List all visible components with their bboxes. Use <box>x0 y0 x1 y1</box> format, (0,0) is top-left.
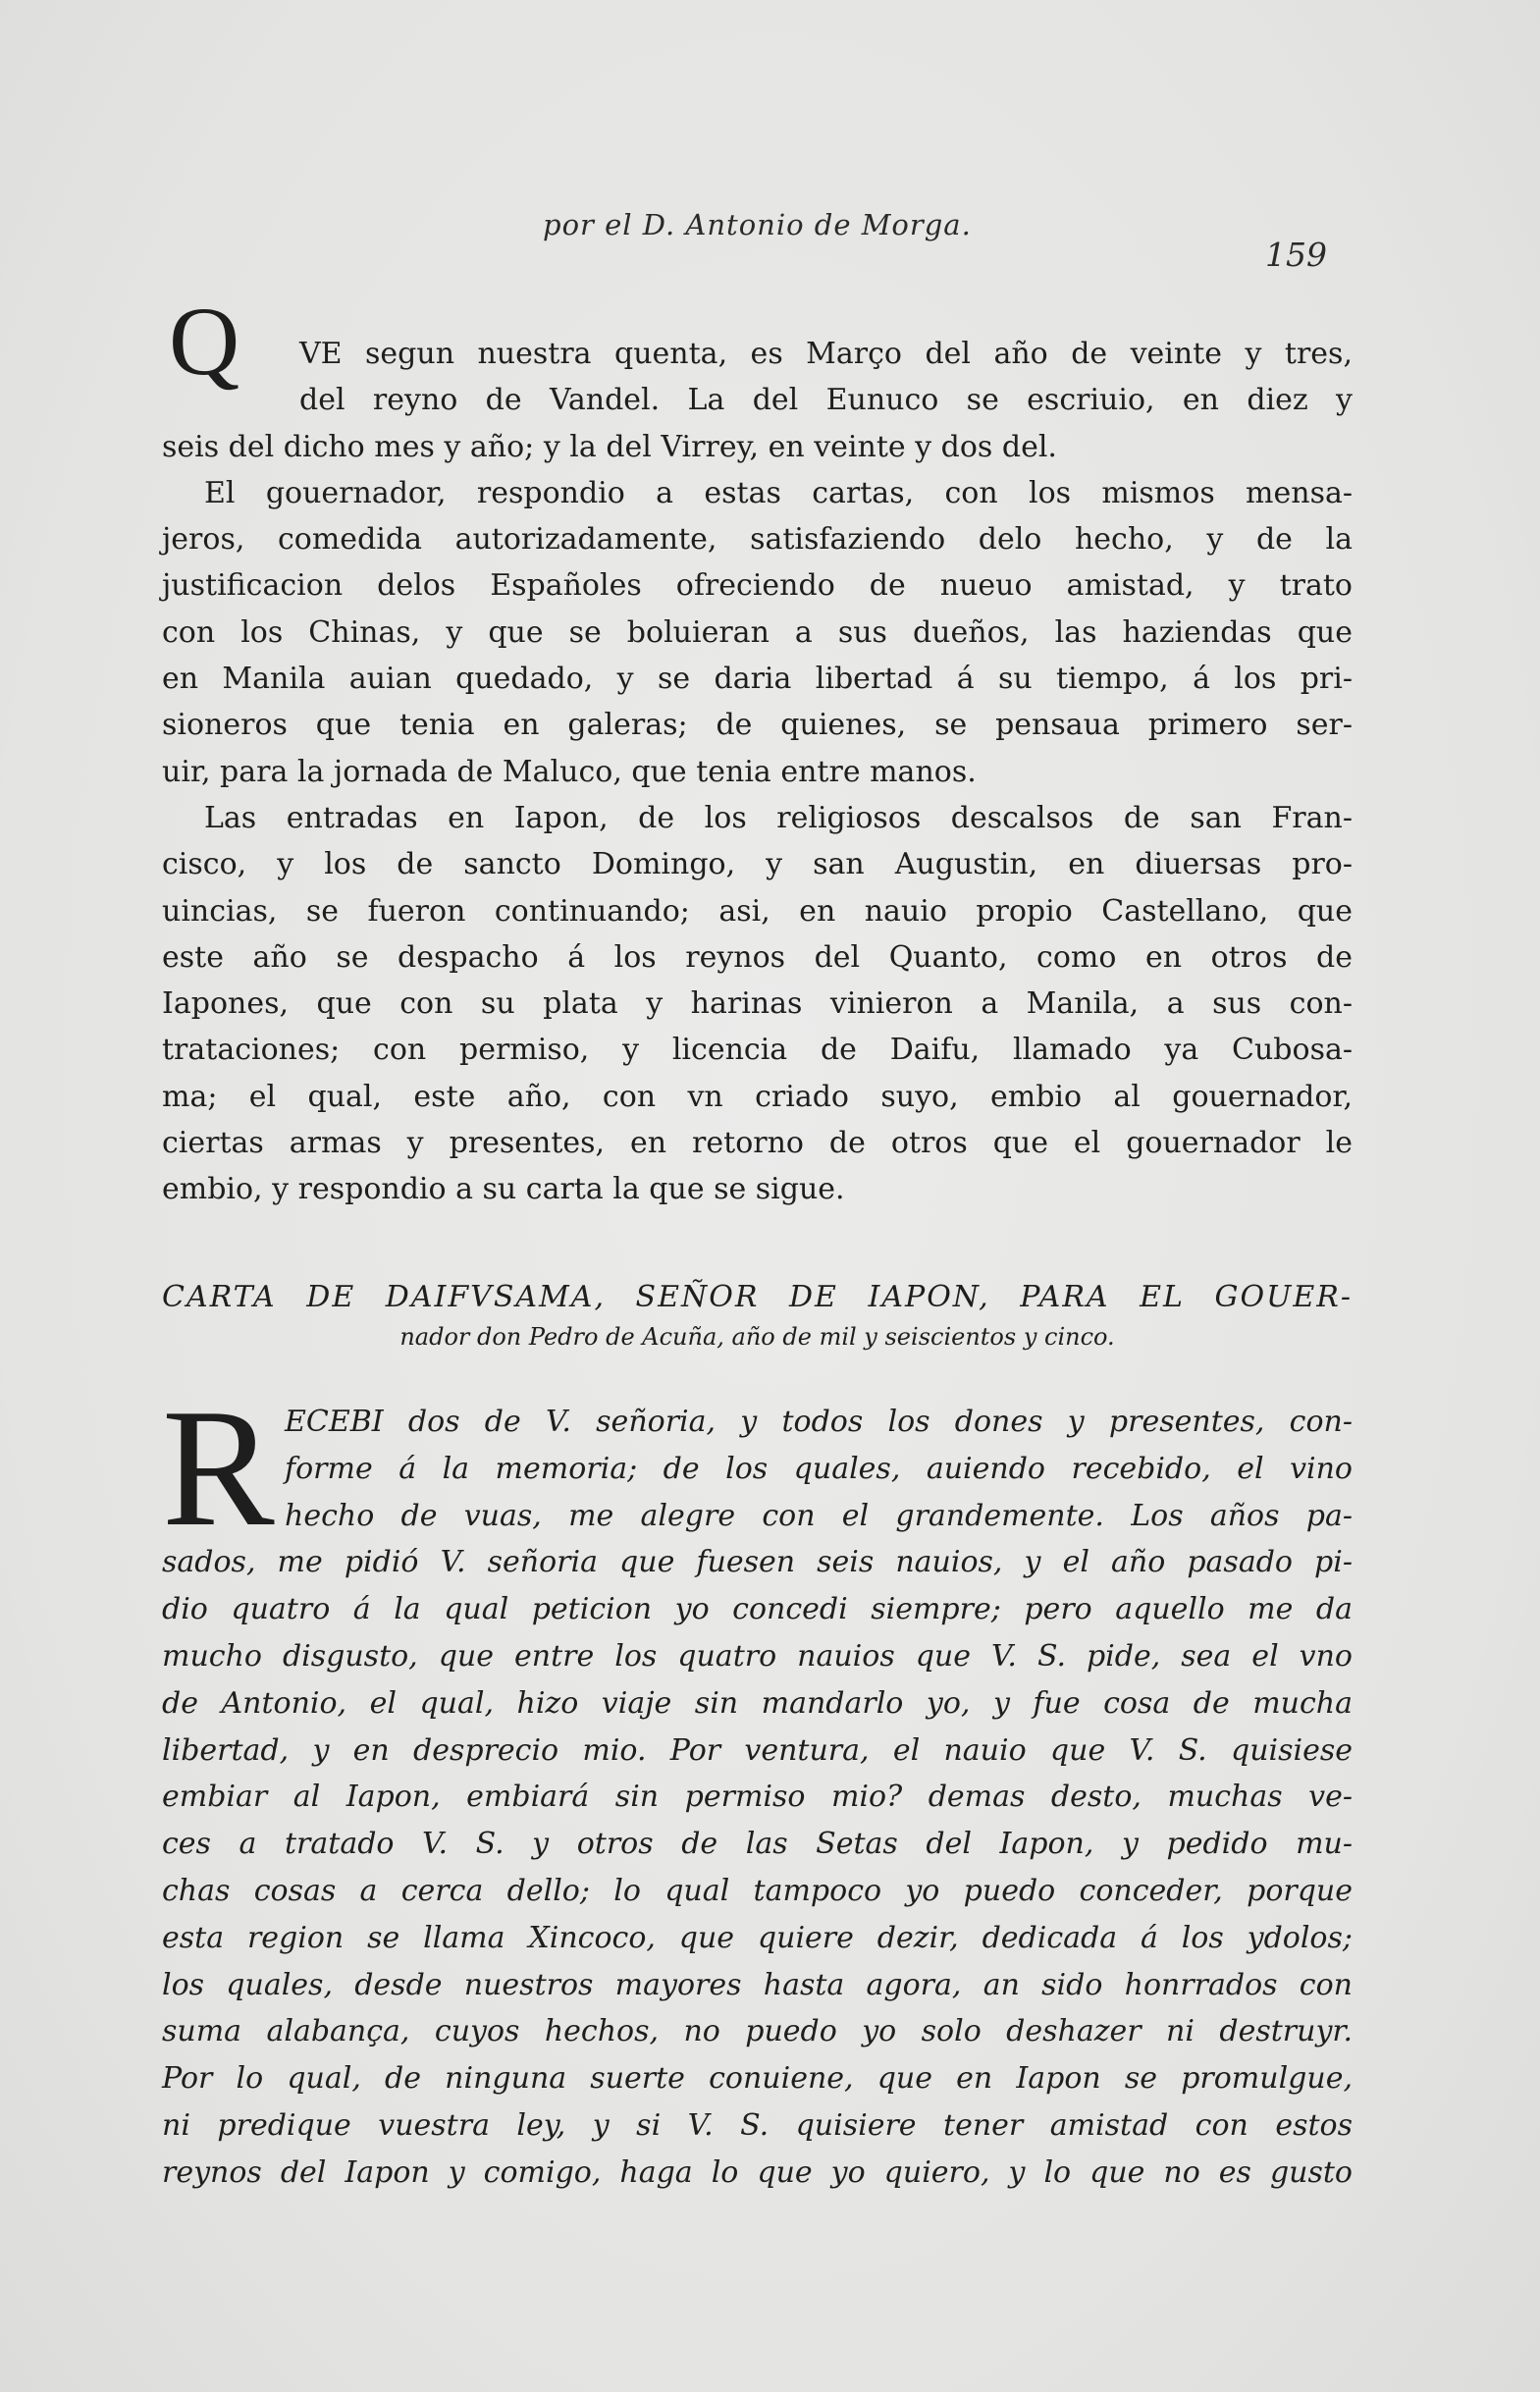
text-line: con los Chinas, y que se boluieran a sus dueños, las haziendas que <box>162 614 1353 650</box>
text-line: embio, y respondio a su carta la que se sigue. <box>162 1172 845 1207</box>
text-line: Por lo qual, de ninguna suerte conuiene, que en Iapon se promulgue, <box>162 2061 1353 2097</box>
text-line: ciertas armas y presentes, en retorno de otros que el gouernador le <box>162 1126 1353 1161</box>
running-head: por el D. Antonio de Morga. <box>543 208 972 241</box>
letter-heading <box>162 1276 1353 1355</box>
section1-paragraph <box>162 331 1353 1213</box>
text-line: mucho disgusto, que entre los quatro nauios que V. S. pide, sea el vno <box>162 1638 1353 1674</box>
text-line: forme á la memoria; de los quales, auiendo recebido, el vino <box>285 1451 1353 1486</box>
text-line: Las entradas en Iapon, de los religiosos descalsos de san Fran- <box>204 800 1353 835</box>
text-line: chas cosas a cerca dello; lo qual tampoco yo puedo conceder, porque <box>162 1873 1353 1908</box>
page-number: 159 <box>1265 236 1327 274</box>
text-line: trataciones; con permiso, y licencia de Daifu, llamado ya Cubosa- <box>162 1033 1353 1068</box>
text-line: sioneros que tenia en galeras; de quienes, se pensaua primero ser- <box>162 708 1353 743</box>
text-line: este año se despacho á los reynos del Quanto, como en otros de <box>162 939 1353 975</box>
text-line: cisco, y los de sancto Domingo, y san Augustin, en diuersas pro- <box>162 847 1353 882</box>
text-line: seis del dicho mes y año; y la del Virrey, en veinte y dos del. <box>162 429 1057 464</box>
text-line: en Manila auian quedado, y se daria libertad á su tiempo, á los pri- <box>162 662 1353 697</box>
text-line: ces a tratado V. S. y otros de las Setas del Iapon, y pedido mu- <box>162 1827 1353 1862</box>
text-line: libertad, y en desprecio mio. Por ventura, el nauio que V. S. quisiese <box>162 1732 1353 1768</box>
text-line: sados, me pidió V. señoria que fuesen seis nauios, y el año pasado pi- <box>162 1545 1353 1580</box>
letter-heading-subtitle: nador don Pedro de Acuña, año de mil y seiscientos y cinco. <box>399 1323 1115 1351</box>
text-line: embiar al Iapon, embiará sin permiso mio? demas desto, muchas ve- <box>162 1780 1353 1815</box>
text-line: ma; el qual, este año, con vn criado suyo, embio al gouernador, <box>162 1079 1353 1114</box>
drop-cap-r: R <box>162 1375 275 1562</box>
text-line: uir, para la jornada de Maluco, que tenia entre manos. <box>162 754 977 789</box>
text-line: Iapones, que con su plata y harinas vinieron a Manila, a sus con- <box>162 986 1353 1022</box>
text-line: jeros, comedida autorizadamente, satisfaziendo delo hecho, y de la <box>162 522 1353 558</box>
letter-heading-title: CARTA DE DAIFVSAMA, SEÑOR DE IAPON, PARA EL GOUER- <box>162 1280 1353 1314</box>
text-line: justificacion delos Españoles ofreciendo de nueuo amistad, y trato <box>162 568 1353 604</box>
text-line: de Antonio, el qual, hizo viaje sin mandarlo yo, y fue cosa de mucha <box>162 1685 1353 1721</box>
text-line: ni predique vuestra ley, y si V. S. quisiere tener amistad con estos <box>162 2107 1353 2143</box>
drop-cap-q: Q <box>169 287 240 396</box>
text-line: suma alabança, cuyos hechos, no puedo yo solo deshazer ni destruyr. <box>162 2014 1353 2049</box>
text-line: del reyno de Vandel. La del Eunuco se escriuio, en diez y <box>299 383 1353 418</box>
text-line: uincias, se fueron continuando; asi, en nauio propio Castellano, que <box>162 893 1353 929</box>
text-line: reynos del Iapon y comigo, haga lo que yo quiero, y lo que no es gusto <box>162 2154 1353 2190</box>
text-line: El gouernador, respondio a estas cartas, con los mismos mensa- <box>204 475 1353 510</box>
letter-body <box>162 1399 1353 2197</box>
text-line: dio quatro á la qual peticion yo concedi siempre; pero aquello me da <box>162 1592 1353 1627</box>
text-line: VE segun nuestra quenta, es Março del año de veinte y tres, <box>299 337 1353 371</box>
text-line: los quales, desde nuestros mayores hasta agora, an sido honrrados con <box>162 1967 1353 2002</box>
text-line: hecho de vuas, me alegre con el grandemente. Los años pa- <box>285 1498 1353 1533</box>
text-line: esta region se llama Xincoco, que quiere dezir, dedicada á los ydolos; <box>162 1920 1353 1955</box>
text-line: ECEBI dos de V. señoria, y todos los dones y presentes, con- <box>285 1405 1353 1439</box>
